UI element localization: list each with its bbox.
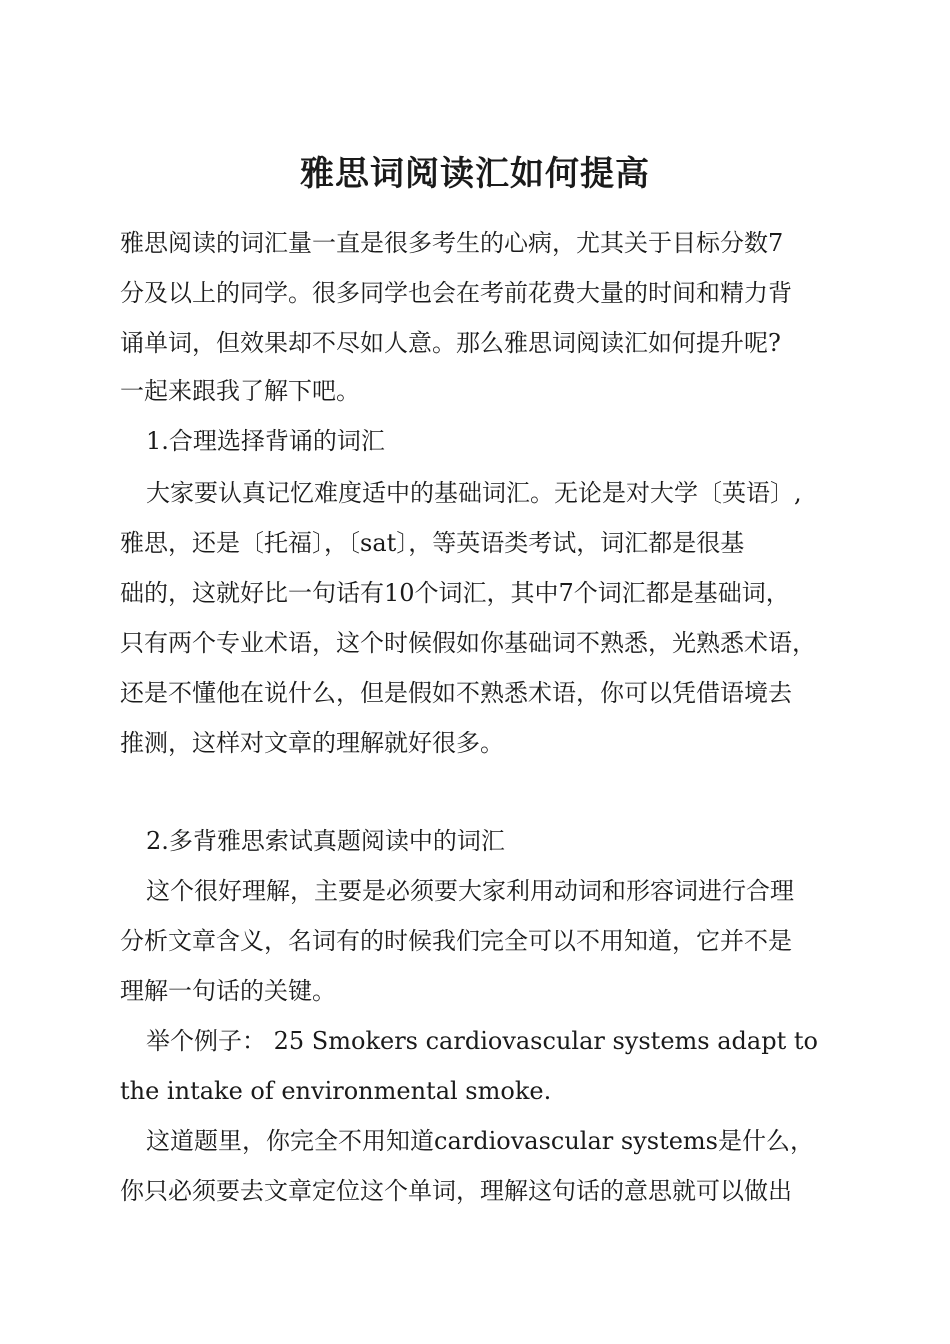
paragraph-line: 举个例子： 25 Smokers cardiovascular systems adapt to <box>146 1027 818 1055</box>
paragraph-line: 雅思，还是〔托福〕，〔sat〕，等英语类考试，词汇都是很基 <box>120 529 745 557</box>
paragraph-line: 这个很好理解，主要是必须要大家利用动词和形容词进行合理 <box>146 877 794 905</box>
paragraph-line: 雅思阅读的词汇量一直是很多考生的心病，尤其关于目标分数7 <box>120 229 784 257</box>
paragraph-line: 理解一句话的关键。 <box>120 977 336 1005</box>
paragraph-line: 大家要认真记忆难度适中的基础词汇。无论是对大学〔英语〕, <box>146 479 802 507</box>
paragraph-line: 只有两个专业术语，这个时候假如你基础词不熟悉，光熟悉术语， <box>120 629 816 657</box>
section-heading: 1.合理选择背诵的词汇 <box>146 427 385 455</box>
paragraph-line: 诵单词，但效果却不尽如人意。那么雅思词阅读汇如何提升呢? <box>120 329 781 357</box>
paragraph-line: 一起来跟我了解下吧。 <box>120 377 360 405</box>
paragraph-line: 础的，这就好比一句话有10个词汇，其中7个词汇都是基础词， <box>120 579 790 607</box>
paragraph-line: 还是不懂他在说什么，但是假如不熟悉术语，你可以凭借语境去 <box>120 679 792 707</box>
paragraph-line: the intake of environmental smoke. <box>120 1077 552 1105</box>
paragraph-line: 这道题里，你完全不用知道cardiovascular systems是什么， <box>146 1127 814 1155</box>
paragraph-line: 分及以上的同学。很多同学也会在考前花费大量的时间和精力背 <box>120 279 792 307</box>
paragraph-line: 推测，这样对文章的理解就好很多。 <box>120 729 504 757</box>
paragraph-line: 你只必须要去文章定位这个单词，理解这句话的意思就可以做出 <box>120 1177 792 1205</box>
section-heading: 2.多背雅思索试真题阅读中的词汇 <box>146 827 505 855</box>
paragraph-line: 分析文章含义，名词有的时候我们完全可以不用知道，它并不是 <box>120 927 792 955</box>
document-title: 雅思词阅读汇如何提高 <box>300 154 650 194</box>
